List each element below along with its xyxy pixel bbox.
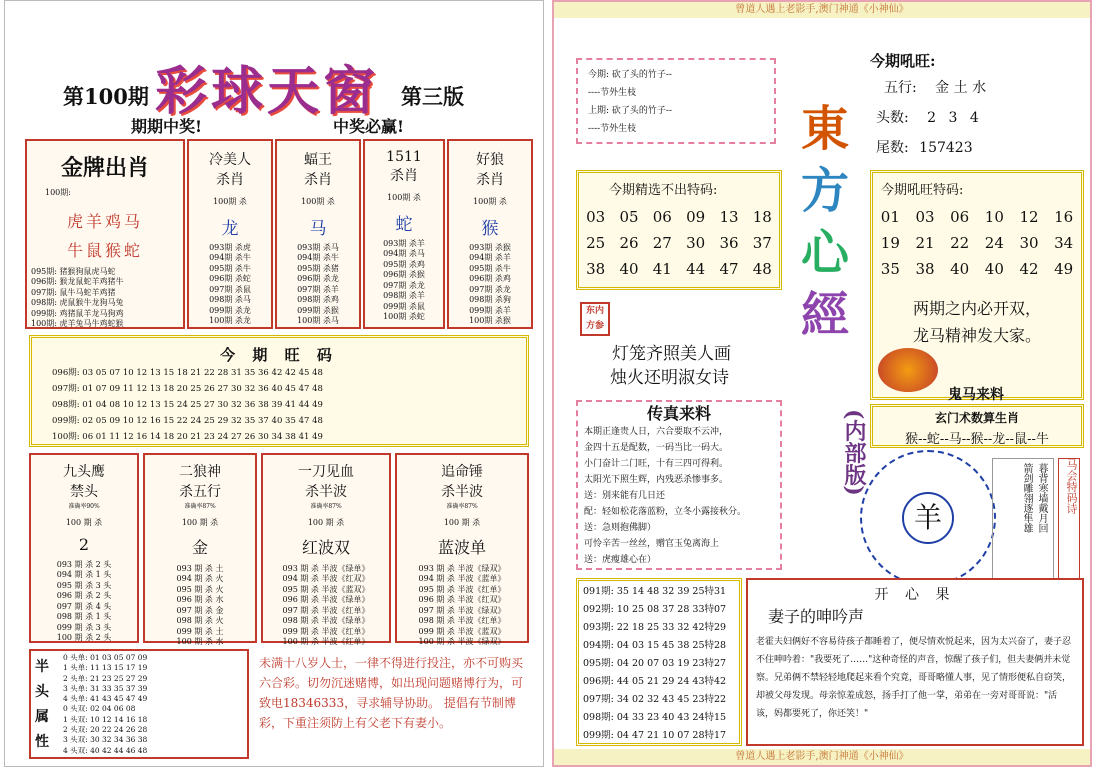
notice-text [259,653,533,733]
hot-code-row: 099期: 02 05 09 10 12 16 15 22 24 25 29 32 35 37 40 35 47 48 [52,416,323,426]
gold-history-row: 096期: 猴龙鼠蛇羊鸡猪牛 [31,277,124,286]
number-cell: 22 [950,234,970,252]
legend-title: 传真来料 [646,404,711,423]
joke-title: 开 心 果 [874,587,956,603]
col-pick: 马 [309,218,327,239]
bottom-rate: 准确率87% [446,503,478,510]
col-row: 096期 杀龙 [297,274,339,283]
kill-col-3 [363,139,445,329]
col-issue: 100期 杀 [213,197,247,206]
bottom-row: 099 期 杀 半波《红单》 [282,626,370,636]
history-row: 094期: 04 03 15 45 38 25特28 [583,640,727,651]
number-cell: 27 [652,234,672,252]
col-row: 094期 杀牛 [209,253,251,262]
col-sub: 杀肖 [216,172,244,188]
wuxing-row [870,77,1084,97]
bottom-row: 097 期 杀 半波《绿双》 [418,605,506,615]
head-attr-row: 1 头双: 10 12 14 16 18 [63,714,148,724]
number-cell: 49 [1054,260,1074,278]
issue-number: 第100期 [63,84,149,109]
col-rows [189,243,271,327]
bottom-row: 097 期 杀 半波《红单》 [282,605,370,615]
bottom-row: 100 期 杀 半波《红单》 [282,637,370,646]
head-attr-row: 3 头单: 31 33 35 37 39 [63,683,148,693]
bottom-pick: 蓝波单 [437,537,486,557]
head-attr-row: 4 头双: 40 42 44 46 48 [63,745,148,755]
edition-label: 第三版 [401,84,464,109]
legend-line: 太阳光下照生辉，内残恶杀惨事多。 [584,475,729,485]
bottom-row: 097 期 杀 4 头 [56,601,112,611]
bottom-issue: 100 期 杀 [307,518,345,527]
poem-side-line: 箭剑雕翎逐隼雄 [1021,463,1032,533]
bottom-row: 095 期 杀 3 头 [56,580,112,590]
number-cell: 36 [719,234,739,252]
col-title: 好狼 [476,152,504,168]
history-row: 091期: 35 14 48 32 39 25特31 [583,586,727,597]
tail-value: 157423 [919,140,973,156]
bottom-row: 099 期 杀 土 [176,626,224,636]
col-row: 100期 杀猴 [469,316,511,325]
hot-code-row: 097期: 01 07 09 11 12 13 18 20 25 26 27 30 32 36 40 45 47 48 [52,384,323,394]
tiger-icon [878,348,938,392]
number-cell: 47 [719,260,739,278]
col-row: 096期 杀蛇 [209,274,251,283]
history-rows [583,583,739,745]
bottom-row: 098 期 杀 火 [176,616,224,625]
col-row: 095期 杀牛 [469,263,511,273]
bottom-title: 二狼神 [179,464,221,480]
number-cell: 05 [619,208,639,226]
tail-row [870,137,1084,157]
notice-main: 未满十八岁人士，一律不得进行投注，亦不可购买六合彩。切勿沉迷赌博，如出现问题赌博行为，可致电18346333，寻求辅导协助。 [259,656,524,710]
number-cell: 06 [950,208,970,226]
history-box [576,578,742,746]
ghost-chain: 猴--蛇--马--猴--龙--鼠--牛 [905,432,1049,447]
hot-special-note-2: 龙马精神发大家。 [913,326,1042,345]
bottom-issue: 100 期 杀 [181,518,219,527]
hot-special-title: 今期吼旺特码: [881,183,964,198]
brand-char: 經 [800,287,849,343]
bottom-col-2 [143,453,257,646]
verse-line: 灯笼齐照美人画 [612,344,731,364]
footer-banner: 曾道人遇上老影手,澳门神通《小神仙》 [554,749,1090,765]
hot-codes-title: 今 期 旺 码 [220,346,338,364]
slogan-2: 中奖必赢! [333,117,405,136]
head-attr-row: 4 头单: 41 43 45 47 49 [63,694,148,704]
top-poem-line: ----节外生枝 [588,124,637,134]
col-row: 094期 杀牛 [297,253,339,262]
col-row: 096期 杀猴 [383,270,425,279]
number-cell: 13 [719,208,739,226]
number-cell: 24 [984,234,1004,252]
masthead-title: 彩球天窗 [155,61,380,122]
hot-code-row: 100期: 06 01 11 12 16 14 18 20 21 23 24 27 26 30 34 38 41 49 [52,432,323,442]
col-title: 蝠王 [304,152,332,168]
head-attr-char: 头 [35,684,49,700]
gold-history-row: 097期: 鼠牛马蛇羊鸡猪 [31,287,116,297]
bottom-row: 096 期 杀 半波《绿单》 [282,595,370,604]
bottom-rate: 准确率90% [68,503,100,510]
number-cell: 10 [984,208,1004,226]
col-row: 099期 杀龙 [209,305,251,315]
number-cell: 30 [1019,234,1039,252]
bottom-rows [397,564,527,648]
bottom-col-1 [29,453,139,643]
top-poem-box [576,58,776,144]
number-cell: 01 [880,208,900,226]
poem-tag: 马会特码诗 [1058,458,1080,580]
number-cell: 35 [880,260,900,278]
bottom-sub: 杀半波 [441,484,483,500]
legend-line: 配：轻如松花落蓝粉，立冬小露接秋分。 [584,507,747,517]
left-page [4,0,544,767]
col-row: 095期 杀牛 [209,263,251,273]
kill-col-2 [275,139,361,329]
col-sub: 杀肖 [390,168,418,184]
bottom-row: 095 期 杀 半波《蓝双》 [282,584,370,594]
number-cell: 18 [752,208,772,226]
bottom-rate: 准确率87% [184,503,216,510]
head-attr-row: 2 头双: 20 22 24 26 28 [63,725,148,735]
bottom-rows [263,564,389,648]
legend-line: 送：虎瘦雄心在） [584,555,657,565]
history-row: 098期: 04 33 23 40 43 24特15 [583,712,727,723]
number-cell: 40 [619,260,639,278]
bottom-row: 099 期 杀 3 头 [56,622,112,632]
head-attr-label [35,655,57,755]
bottom-row: 100 期 杀 水 [176,637,224,646]
col-row: 097期 杀龙 [469,284,511,294]
col-row: 093期 杀猴 [469,242,511,252]
bottom-row: 095 期 杀 火 [176,584,224,594]
verse [594,342,731,390]
no-special-grid [579,208,779,278]
col-row: 093期 杀马 [297,242,339,252]
bottom-pick: 金 [191,537,208,557]
number-cell: 16 [1054,208,1074,226]
joke-subtitle: 妻子的呻吟声 [768,607,865,626]
col-row: 095期 杀猪 [297,263,339,273]
col-issue: 100期 杀 [473,197,507,206]
col-row: 094期 杀羊 [469,253,511,262]
number-cell: 44 [686,260,706,278]
gold-history-row: 099期: 鸡猪鼠羊龙马狗鸡 [31,308,124,318]
bottom-row: 096 期 杀 2 头 [56,591,112,600]
bottom-row: 095 期 杀 半波《红单》 [418,584,506,594]
head-attr-row: 3 头双: 30 32 34 36 38 [63,735,148,745]
bottom-sub: 杀五行 [179,484,221,500]
bottom-row: 096 期 杀 水 [176,595,224,604]
hot-codes-box [29,335,529,447]
head-attr-char: 属 [35,709,49,725]
gold-issue: 100期: [45,188,71,197]
bottom-title: 九头鹰 [63,464,105,480]
top-poem-line: 今期: 砍了头的竹子-- [588,70,672,80]
slogan-1: 期期中奖! [131,117,203,136]
wheel-center: 羊 [902,492,954,544]
right-page [552,0,1092,767]
number-cell: 25 [586,234,606,252]
brand-title [790,98,860,346]
head-row [870,107,1084,127]
number-cell: 09 [686,208,706,226]
brand-char: 方 [800,163,849,219]
bottom-issue: 100 期 杀 [443,518,481,527]
col-pick: 龙 [221,218,239,239]
bottom-title: 追命锤 [441,464,483,480]
number-cell: 37 [752,234,772,252]
number-cell: 38 [915,260,935,278]
hot-special-grid [873,208,1081,278]
bottom-pick: 红波双 [301,537,350,557]
joke-text: 老霍夫妇俩好不容易待孩子都睡着了，便尽情欢悦起来，因为太兴奋了，妻子忍不住呻吟着："我要死了……"这种奇怪的声音，惊醒了孩子们，但夫妻俩并未觉察。兄弟俩不禁轻轻地爬起来看个究竟，哥哥略懂人事，见了情形便私自窃笑，却被父母发现。母亲惊羞成怒，扬手打了他一掌，弟弟在一旁对哥哥说："活该，妈都要死了，你还笑！" [756,637,1072,719]
bottom-row: 096 期 杀 半波《红双》 [418,595,506,604]
bottom-sub: 杀半波 [305,484,347,500]
bottom-rows [145,564,255,648]
ghost-title: 鬼马来料 [948,387,1004,403]
wuxing-label: 五行: [884,80,917,96]
number-cell: 03 [915,208,935,226]
col-row: 099期 杀猴 [297,305,339,315]
number-cell: 06 [652,208,672,226]
number-cell: 34 [1054,234,1074,252]
history-row: 099期: 04 47 21 10 07 28特17 [583,730,727,741]
number-cell: 30 [686,234,706,252]
number-cell: 40 [950,260,970,278]
zodiac-wheel [860,450,996,586]
bottom-row: 094 期 杀 半波《蓝单》 [418,574,506,583]
kill-col-4 [447,139,533,329]
bottom-row: 097 期 杀 金 [176,605,224,615]
bottom-row: 094 期 杀 火 [176,574,224,583]
notice-secondary: 提倡有节制博彩，下重注须防上有父老下有妻小。 [259,696,516,730]
head-attr-rows [63,653,147,756]
legend-box [576,400,782,570]
bottom-sub: 禁头 [70,484,98,500]
legend-line: 金四十五是配数，一码当比一码大。 [584,443,729,453]
bottom-row: 093 期 杀 土 [176,563,224,573]
gold-line-2: 牛鼠猴蛇 [66,240,143,260]
history-row: 095期: 04 20 07 03 19 23特27 [583,658,727,669]
col-row: 100期 杀马 [297,316,339,325]
head-attr-row: 0 头单: 01 03 05 07 09 [63,653,148,662]
hot-special-note-1: 两期之内必开双， [913,299,1042,318]
number-cell: 41 [652,260,672,278]
legend-line: 小门奋计二门旺，十有三四可得利。 [584,459,729,469]
col-pick: 蛇 [395,214,413,235]
gold-zodiac-box [25,139,185,329]
bottom-row: 093 期 杀 半波《绿单》 [282,563,370,573]
history-row: 097期: 34 02 32 43 45 23特22 [583,694,727,705]
tail-label: 尾数: [876,140,909,156]
head-value: 2 3 4 [927,110,983,126]
col-pick: 猴 [481,218,499,239]
number-cell: 26 [619,234,639,252]
poem-side-line: 暮背寒墙戴月回 [1036,463,1047,533]
col-row: 099期 杀羊 [469,305,511,315]
gold-history-row: 098期: 虎鼠猴牛龙狗马兔 [31,298,124,307]
number-cell: 03 [586,208,606,226]
gold-history [31,267,183,330]
number-cell: 38 [586,260,606,278]
col-row: 100期 杀蛇 [383,312,425,321]
joke-box [746,578,1084,746]
top-banner: 曾道人遇上老影手,澳门神通《小神仙》 [554,2,1090,18]
bottom-issue: 100 期 杀 [65,518,103,527]
ghost-box [870,404,1084,448]
bottom-row: 100 期 杀 半波《绿双》 [418,637,506,646]
bottom-rows [31,560,137,644]
col-row: 100期 杀龙 [209,316,251,325]
col-rows [365,239,443,323]
head-attr-row: 0 头双: 02 04 06 08 [63,704,136,714]
no-special-title: 今期精选不出特码: [609,183,718,198]
hot-info-title: 今期吼旺: [870,52,936,70]
col-row: 097期 杀鼠 [209,284,251,294]
gold-history-row: 100期: 虎羊兔马牛鸡蛇猴 [31,319,124,328]
col-issue: 100期 杀 [301,197,335,206]
col-row: 093期 杀虎 [209,242,251,252]
bottom-row: 093 期 杀 2 头 [56,559,112,569]
col-row: 099期 杀鼠 [383,301,425,311]
number-cell: 40 [984,260,1004,278]
bottom-row: 098 期 杀 1 头 [56,612,112,621]
col-row: 098期 杀狗 [469,295,511,304]
col-row: 096期 杀鸡 [469,274,511,283]
history-row: 092期: 10 25 08 37 28 33特07 [583,604,727,615]
number-cell: 42 [1019,260,1039,278]
history-row: 096期: 44 05 21 29 24 43特42 [583,676,727,687]
legend-line: 本期正逢贵人日，六合要取不云冲， [584,427,729,437]
col-row: 098期 杀马 [209,295,251,304]
col-sub: 杀肖 [304,172,332,188]
legend-line: 送：别来能有几日还 [584,491,666,501]
number-cell: 19 [880,234,900,252]
col-rows [449,243,531,327]
hot-codes-rows [52,365,526,445]
stamp: 东内方参 [580,302,610,336]
history-row: 093期: 22 18 25 33 32 42特29 [583,622,727,633]
wuxing-value: 金 土 水 [935,80,987,96]
bottom-row: 100 期 杀 2 头 [56,633,112,642]
legend-line: 可怜辛苦一丝丝，赠官玉兔离海上 [584,539,720,549]
col-row: 095期 杀鸡 [383,259,425,269]
brand-char: 心 [800,225,849,281]
head-label: 头数: [876,110,909,126]
gold-line-1: 虎羊鸡马 [66,211,143,231]
head-attr-char: 性 [35,734,49,750]
col-sub: 杀肖 [476,172,504,188]
number-cell: 21 [915,234,935,252]
bottom-pick: 2 [78,534,90,554]
bottom-row: 099 期 杀 半波《蓝双》 [418,626,506,636]
col-title: 1511 [386,149,422,165]
bottom-row: 098 期 杀 半波《绿单》 [282,616,370,625]
top-poem-line: 上期: 砍了头的竹子-- [588,106,672,116]
head-attr-char: 半 [35,659,49,675]
col-row: 097期 杀龙 [383,280,425,290]
hot-code-row: 096期: 03 05 07 10 12 13 15 18 21 22 28 31 35 36 42 42 45 48 [52,368,323,378]
col-row: 098期 杀鸡 [297,295,339,304]
col-row: 097期 杀羊 [297,284,339,294]
bottom-col-4 [395,453,529,646]
col-row: 093期 杀羊 [383,238,425,248]
col-issue: 100期 杀 [387,193,421,202]
no-special-box [576,170,782,290]
bottom-rate: 准确率87% [310,503,342,510]
brand-char: 東 [800,101,849,157]
poem-side [992,458,1054,580]
col-title: 冷美人 [209,152,251,168]
col-row: 094期 杀马 [383,249,425,258]
brand-subtitle: (内部版) [841,408,867,496]
bottom-row: 094 期 杀 1 头 [56,570,112,579]
bottom-col-3 [261,453,391,646]
gold-history-row: 095期: 猪猴狗鼠虎马蛇 [31,266,116,276]
gold-title: 金牌出肖 [60,155,149,181]
kill-col-1 [187,139,273,329]
col-row: 098期 杀羊 [383,291,425,300]
head-attr-row: 2 头单: 21 23 25 27 29 [63,673,148,683]
head-attribute-box [29,649,249,759]
head-attr-row: 1 头单: 11 13 15 17 19 [63,663,148,673]
bottom-row: 098 期 杀 半波《红单》 [418,616,506,625]
number-cell: 12 [1019,208,1039,226]
hot-info [870,50,1084,160]
legend-line: 送：急则抱佛脚） [584,523,657,533]
ghost-sub: 玄门术数算生肖 [934,411,1019,425]
bottom-title: 一刀见血 [298,464,354,480]
number-cell: 48 [752,260,772,278]
top-poem-line: ----节外生枝 [588,88,637,98]
hot-code-row: 098期: 01 04 08 10 12 13 15 24 25 27 30 32 36 38 39 41 44 49 [52,400,323,410]
verse-line: 烛火还明淑女诗 [610,368,729,388]
col-rows [277,243,359,327]
bottom-row: 093 期 杀 半波《绿双》 [418,563,506,573]
bottom-row: 094 期 杀 半波《红双》 [282,574,370,583]
